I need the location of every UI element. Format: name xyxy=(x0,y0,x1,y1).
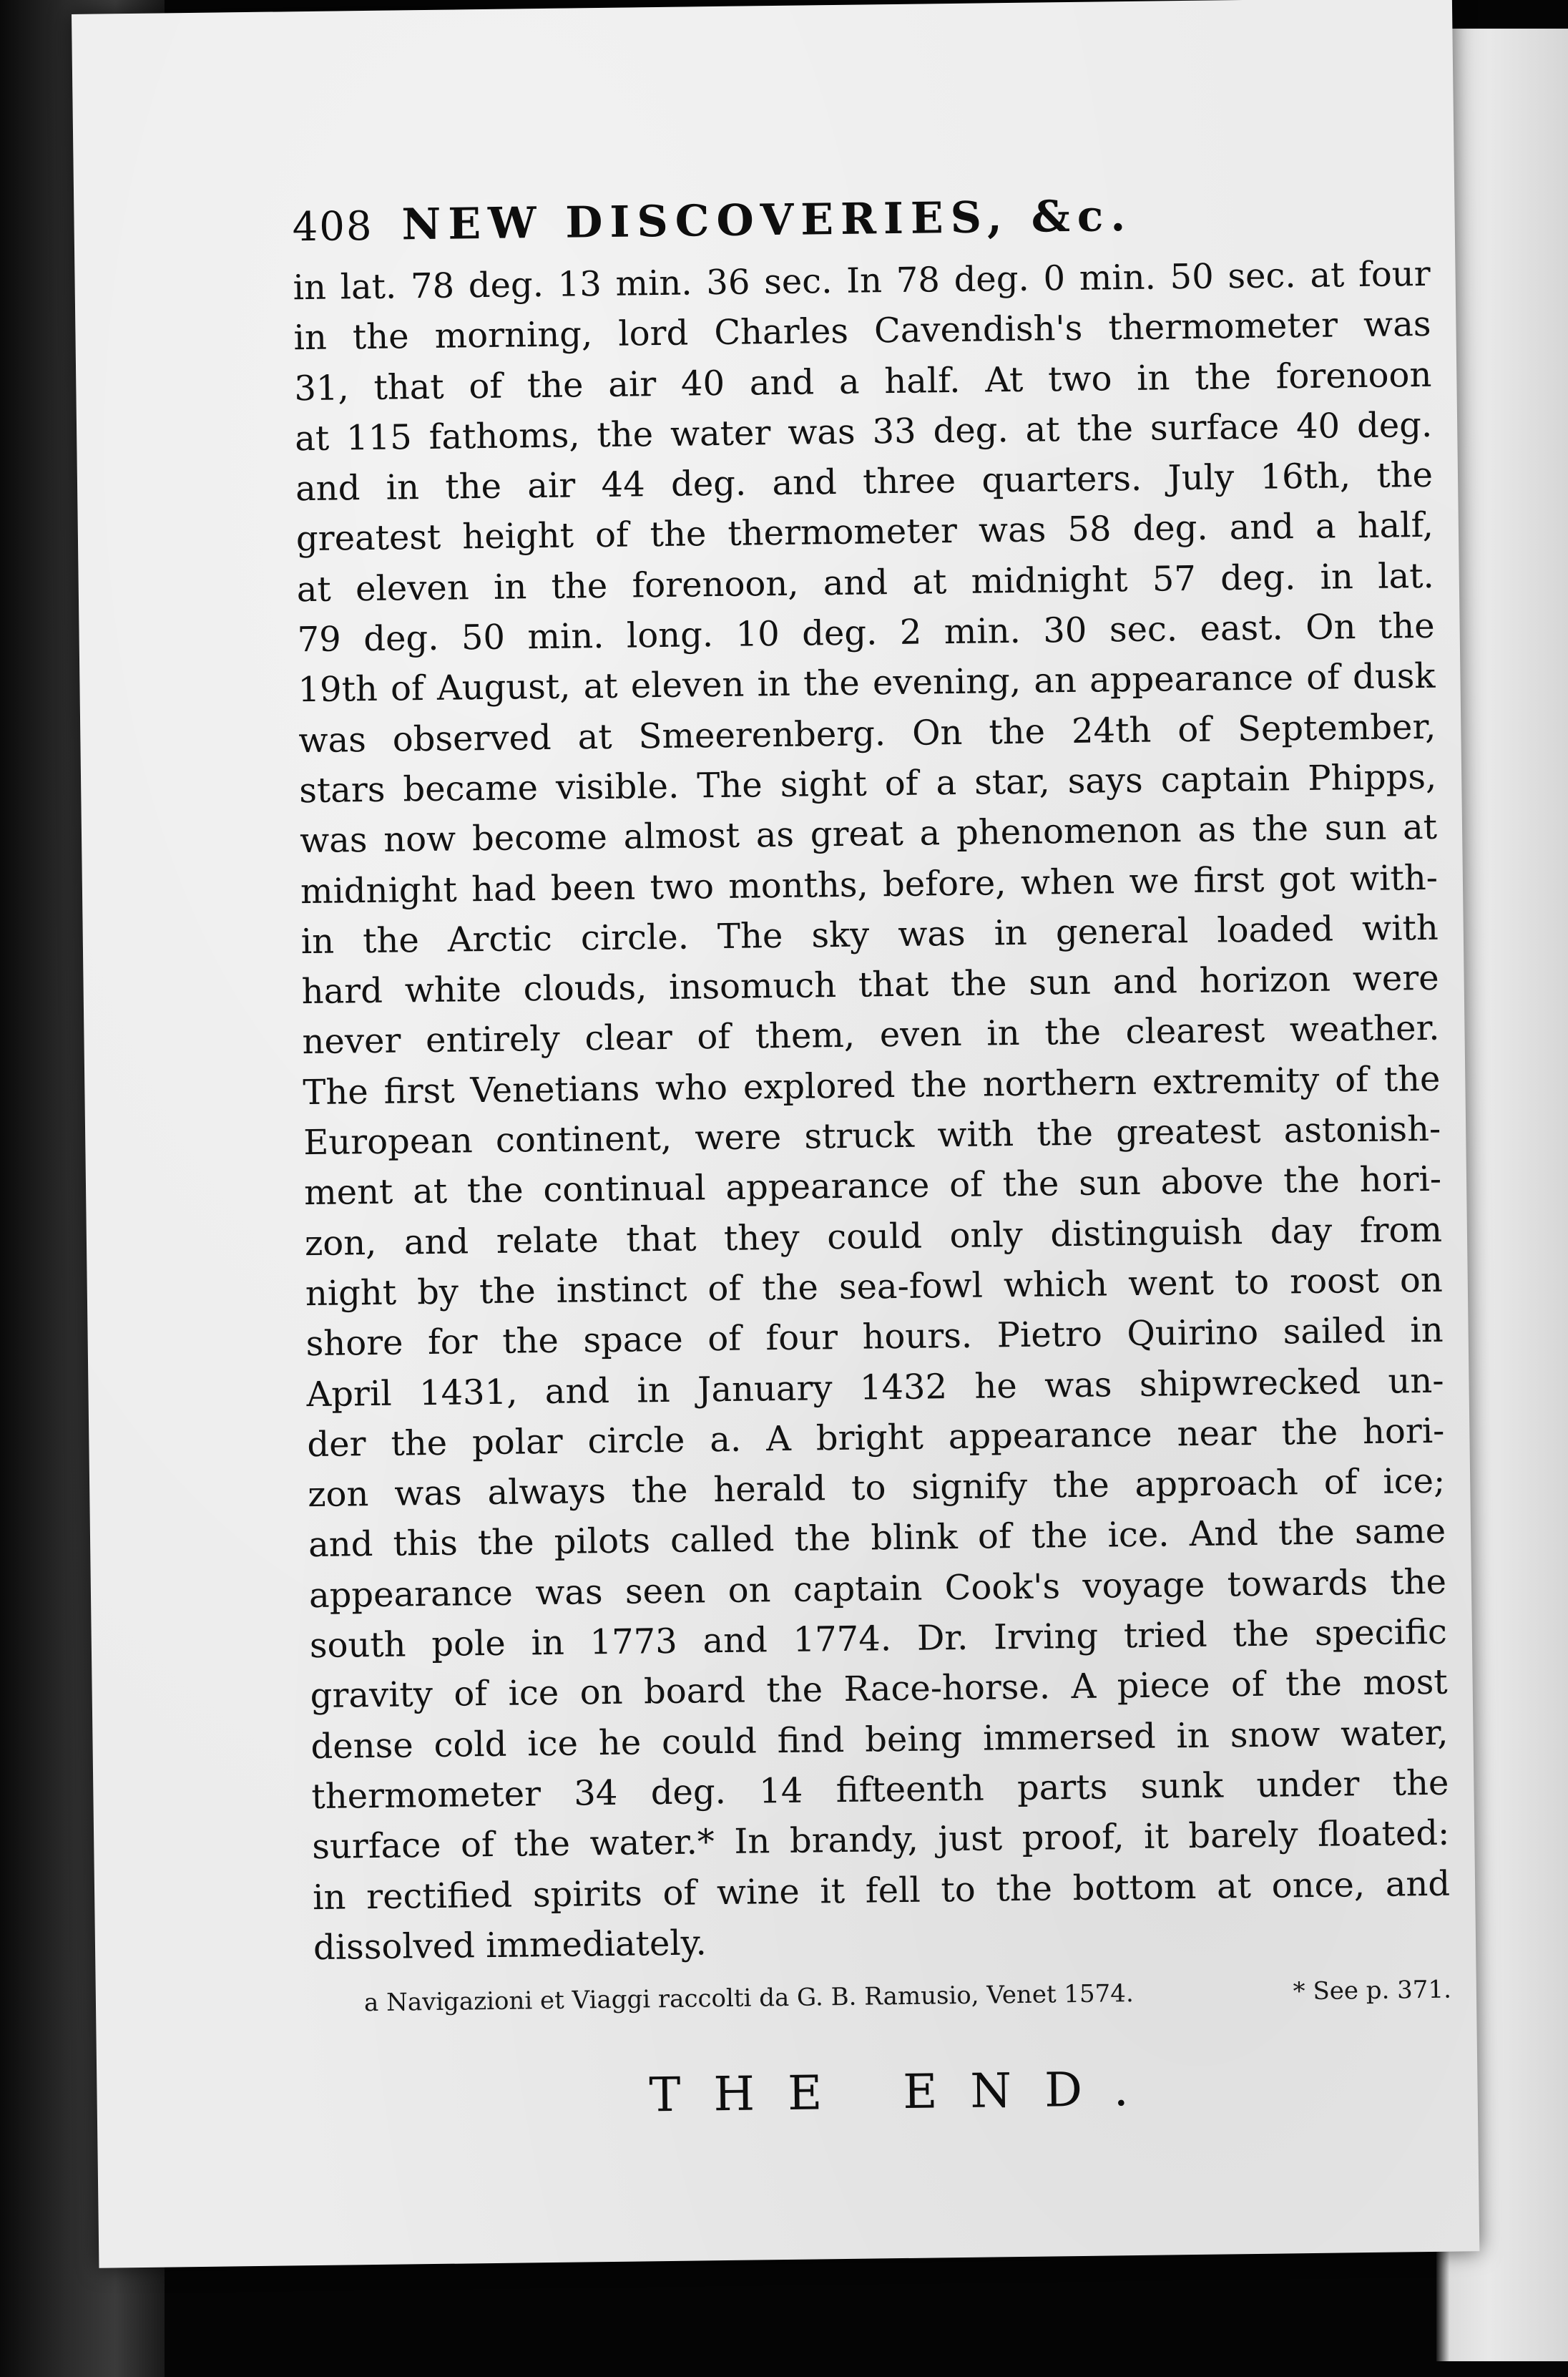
body-text xyxy=(293,249,1451,1973)
text-line: was observed at Smeerenberg. On the 24th of September, xyxy=(298,706,1436,761)
text-line: shore for the space of four hours. Pietro Quirino sailed in xyxy=(305,1309,1444,1365)
text-line: in the Arctic circle. The sky was in general loaded with xyxy=(300,907,1439,962)
text-line: zon was always the herald to signify the approach of ice; xyxy=(307,1460,1446,1515)
text-line: der the polar circle a. A bright appearance near the hori- xyxy=(307,1410,1445,1465)
text-line: at eleven in the forenoon, and at midnight 57 deg. in lat. xyxy=(296,555,1435,610)
text-line: 79 deg. 50 min. long. 10 deg. 2 min. 30 sec. east. On the xyxy=(297,605,1435,660)
text-line: thermometer 34 deg. 14 fifteenth parts sunk under the xyxy=(311,1762,1449,1817)
text-line: in rectified spirits of wine it fell to the bottom at once, and xyxy=(312,1863,1451,1918)
text-line: zon, and relate that they could only distinguish day from xyxy=(304,1209,1443,1264)
text-line: appearance was seen on captain Cook's voyage towards the xyxy=(308,1561,1447,1616)
text-line: European continent, were struck with the greatest astonish- xyxy=(303,1108,1441,1163)
text-line: surface of the water.* In brandy, just proof, it barely floated: xyxy=(311,1812,1450,1868)
text-line: in the morning, lord Charles Cavendish's thermometer was xyxy=(293,304,1431,358)
text-line: gravity of ice on board the Race-horse. A piece of the most xyxy=(310,1661,1448,1717)
book-page xyxy=(72,0,1479,2268)
text-line: The first Venetians who explored the northern extremity of the xyxy=(303,1058,1441,1113)
text-line: at 115 fathoms, the water was 33 deg. at the surface 40 deg. xyxy=(294,404,1433,459)
text-line: night by the instinct of the sea-fowl which went to roost on xyxy=(305,1259,1444,1314)
page-content xyxy=(292,187,1453,2127)
text-line: 19th of August, at eleven in the evening, an appearance of dusk xyxy=(298,656,1436,711)
text-line: dissolved immediately. xyxy=(313,1923,707,1968)
text-line: and in the air 44 deg. and three quarters. July 16th, the xyxy=(295,454,1434,509)
text-line: midnight had been two months, before, when we first got with- xyxy=(300,857,1439,912)
text-line: hard white clouds, insomuch that the sun and horizon were xyxy=(301,957,1439,1012)
the-end-heading: THE END. xyxy=(649,2061,1162,2123)
text-line: 31, that of the air 40 and a half. At two in the forenoon xyxy=(294,354,1432,409)
text-line: in lat. 78 deg. 13 min. 36 sec. In 78 deg. 0 min. 50 sec. at four xyxy=(293,253,1431,308)
text-line: April 1431, and in January 1432 he was shipwrecked un- xyxy=(306,1360,1444,1415)
text-line: was now become almost as great a phenomenon as the sun at xyxy=(299,807,1438,862)
text-line: greatest height of the thermometer was 58 deg. and a half, xyxy=(295,505,1434,560)
text-line: stars became visible. The sight of a star, says captain Phipps, xyxy=(298,756,1437,811)
footnote-row xyxy=(314,1965,1452,2029)
footnote-cross-reference: * See p. 371. xyxy=(1293,1975,1452,2006)
text-line: ment at the continual appearance of the sun above the hori- xyxy=(303,1159,1442,1214)
text-line: south pole in 1773 and 1774. Dr. Irving tried the specific xyxy=(309,1611,1448,1666)
running-head xyxy=(292,187,1430,258)
footnote-source: a Navigazioni et Viaggi raccolti da G. B. Ramusio, Venet 1574. xyxy=(363,1979,1134,2018)
text-line: and this the pilots called the blink of the ice. And the same xyxy=(308,1511,1446,1566)
running-title: NEW DISCOVERIES, &c. xyxy=(401,190,1133,250)
text-line: never entirely clear of them, even in the clearest weather. xyxy=(302,1008,1440,1063)
page-number: 408 xyxy=(292,202,373,251)
text-line: dense cold ice he could find being immersed in snow water, xyxy=(310,1712,1449,1767)
